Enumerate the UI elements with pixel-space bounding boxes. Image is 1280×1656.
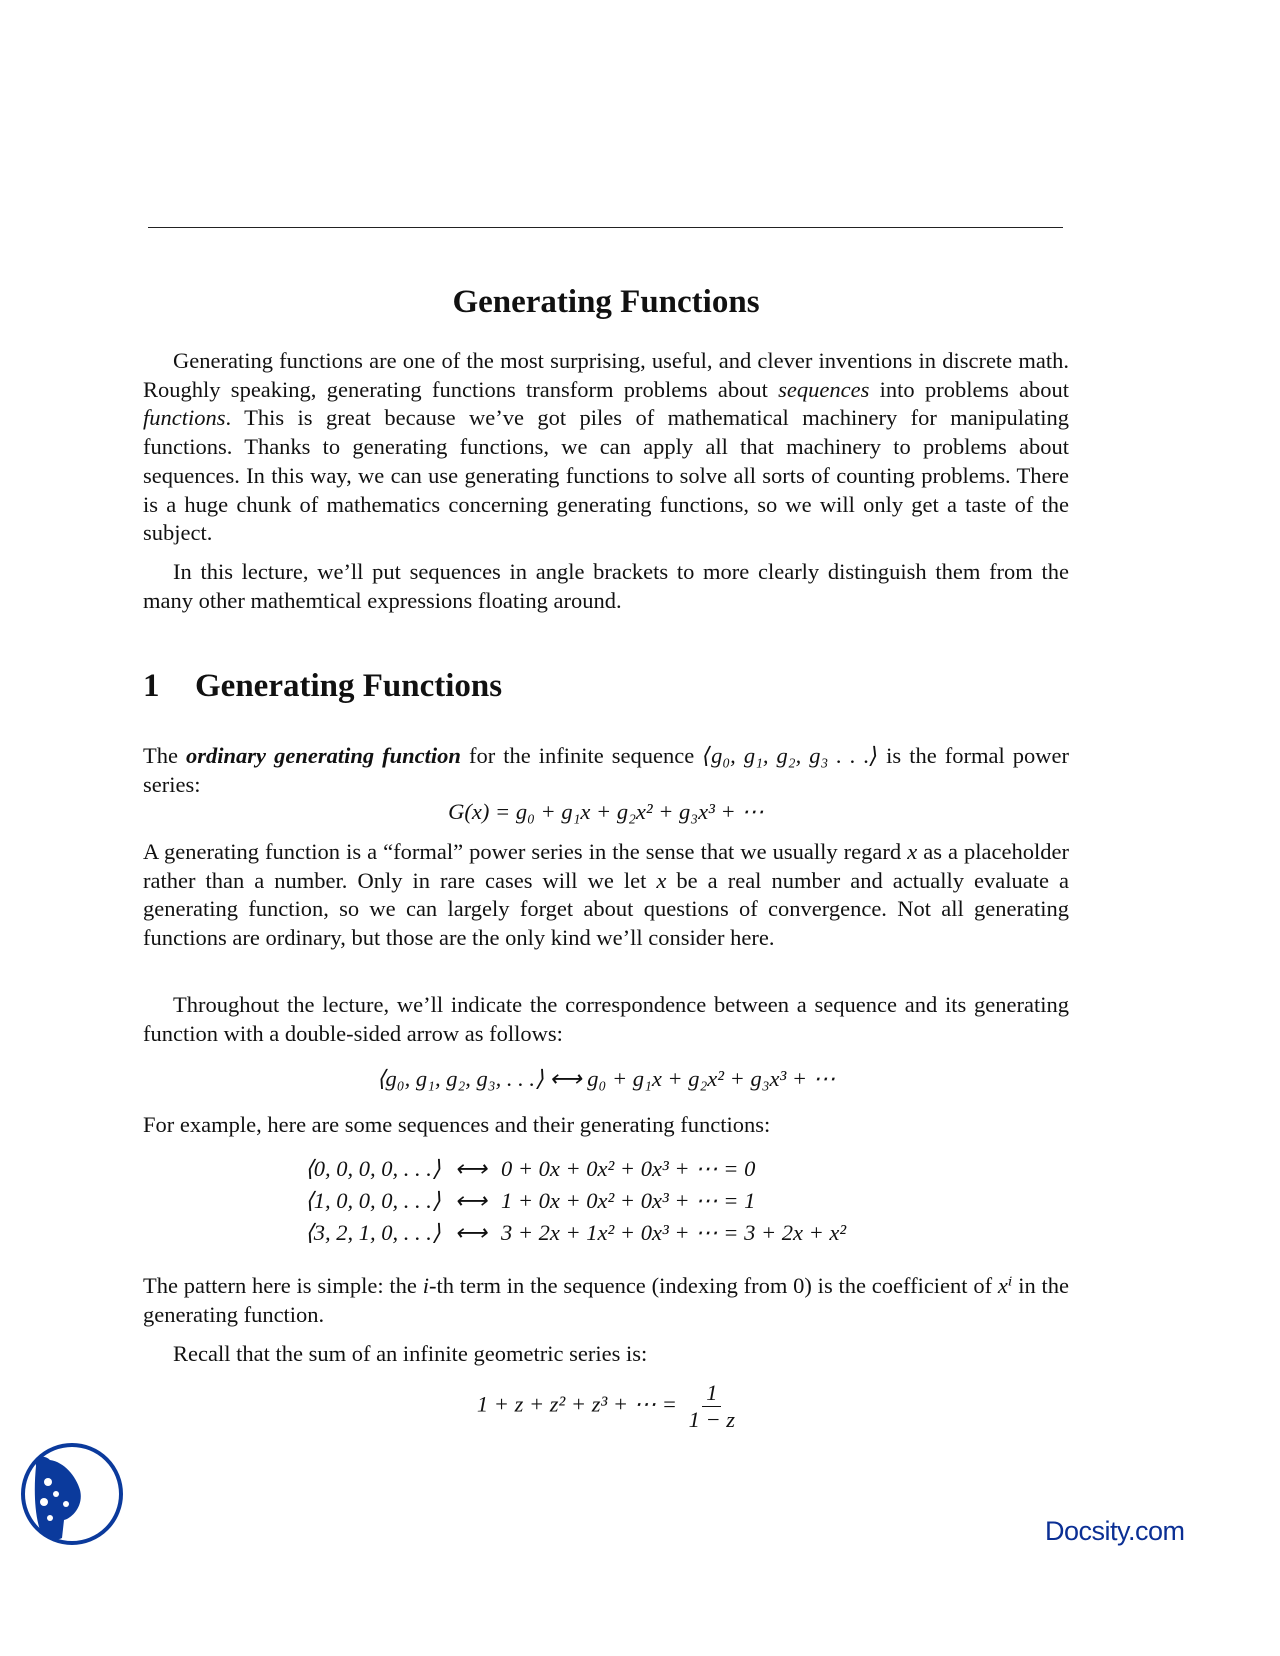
text-run: -th term in the sequence (indexing from 0) is the coefficient of (428, 1273, 998, 1298)
intro-paragraph-2 (143, 558, 1069, 615)
text-run: . This is great because we’ve got piles of mathematical machinery for manipulating functions. Thanks to generating functions, we can apply all that machinery to problems about sequences. In this way, we can use generating functions to solve all sorts of counting problems. There is a huge chunk of mathematics concerning generating functions, so we will only get a taste of the subject. (143, 405, 1069, 546)
emphasis-text: functions (143, 405, 226, 431)
inline-math: xⁱ (997, 1273, 1013, 1298)
inline-math: i (422, 1273, 429, 1298)
definition-paragraph (143, 742, 1069, 799)
document-title: Generating Functions (452, 284, 760, 320)
equation-correspondence: ⟨g₀, g₁, g₂, g₃, . . .⟩ ⟷ g₀ + g₁x + g₂x² + g₃x³ + ⋯ (376, 1066, 836, 1091)
emphasis-text: sequences (778, 376, 870, 402)
text-run: for the infinite sequence (460, 743, 703, 768)
text-run: in the generating function. (143, 1273, 1069, 1327)
geometric-intro (143, 1340, 1069, 1369)
inline-math: x (907, 839, 918, 864)
text-run: In this lecture, we’ll put sequences in angle brackets to more clearly distinguish them from the many other mathemtical expressions floating around. (143, 559, 1069, 613)
text-run: The pattern here is simple: the (143, 1273, 423, 1298)
double-arrow: ⟷ (454, 1156, 487, 1181)
text-run: as a placeholder rather than a number. Only in rare cases will we let (143, 839, 1069, 893)
example-sequence: ⟨0, 0, 0, 0, . . .⟩ (305, 1156, 441, 1181)
text-run: The (143, 743, 187, 768)
arrow-paragraph (143, 991, 1069, 1048)
equation-ogf: G(x) = g₀ + g₁x + g₂x² + g₃x³ + ⋯ (448, 799, 764, 824)
pattern-paragraph (143, 1272, 1069, 1329)
double-arrow: ⟷ (454, 1188, 487, 1213)
geometric-lhs: 1 + z + z² + z³ + ⋯ = (476, 1391, 677, 1417)
text-run: Throughout the lecture, we’ll indicate the correspondence between a sequence and its generating function with a double-sided arrow as follows: (143, 992, 1069, 1046)
intro-paragraph-1 (143, 347, 1069, 548)
example-gf: 3 + 2x + 1x² + 0x³ + ⋯ = 3 + 2x + x² (500, 1220, 847, 1245)
inline-math: x (656, 867, 667, 893)
text-run: For example, here are some sequences and their generating functions: (143, 1112, 771, 1137)
double-arrow: ⟷ (454, 1220, 487, 1245)
docsity-logo-icon[interactable] (20, 1442, 124, 1546)
text-run: is the formal power series: (143, 743, 1070, 797)
section-number: 1 (143, 668, 160, 704)
example-intro (143, 1111, 1069, 1140)
example-gf: 1 + 0x + 0x² + 0x³ + ⋯ = 1 (500, 1188, 756, 1213)
text-run: be a real number and actually evaluate a generating function, so we can largely forget about questions of convergence. Not all generating functions are ordinary, but those are the only kind we’ll consider here. (143, 867, 1069, 951)
docsity-brand-link[interactable]: Docsity.com (1045, 1516, 1185, 1546)
inline-math: ⟨g₀, g₁, g₂, g₃ . . .⟩ (702, 743, 879, 768)
equation-geometric (143, 1380, 1069, 1433)
fraction (689, 1380, 735, 1433)
examples-table (305, 1156, 846, 1246)
section-heading (143, 668, 502, 705)
section-title: Generating Functions (195, 668, 503, 704)
text-run: into problems about (869, 376, 1069, 402)
text-run: Generating functions are one of the most surprising, useful, and clever inventions in discrete math. Roughly speaking, generating functions transform problems about (143, 348, 1069, 402)
text-run: A generating function is a “formal” power series in the sense that we usually regard (143, 839, 908, 864)
example-sequence: ⟨1, 0, 0, 0, . . .⟩ (305, 1188, 441, 1213)
text-run: Recall that the sum of an infinite geometric series is: (173, 1341, 648, 1366)
example-sequence: ⟨3, 2, 1, 0, . . .⟩ (305, 1220, 441, 1245)
defined-term: ordinary generating function (186, 743, 461, 768)
formal-paragraph (143, 838, 1069, 953)
example-gf: 0 + 0x + 0x² + 0x³ + ⋯ = 0 (500, 1156, 756, 1181)
header-rule (148, 227, 1063, 228)
denominator: 1 − z (688, 1407, 736, 1432)
numerator: 1 (702, 1380, 721, 1407)
